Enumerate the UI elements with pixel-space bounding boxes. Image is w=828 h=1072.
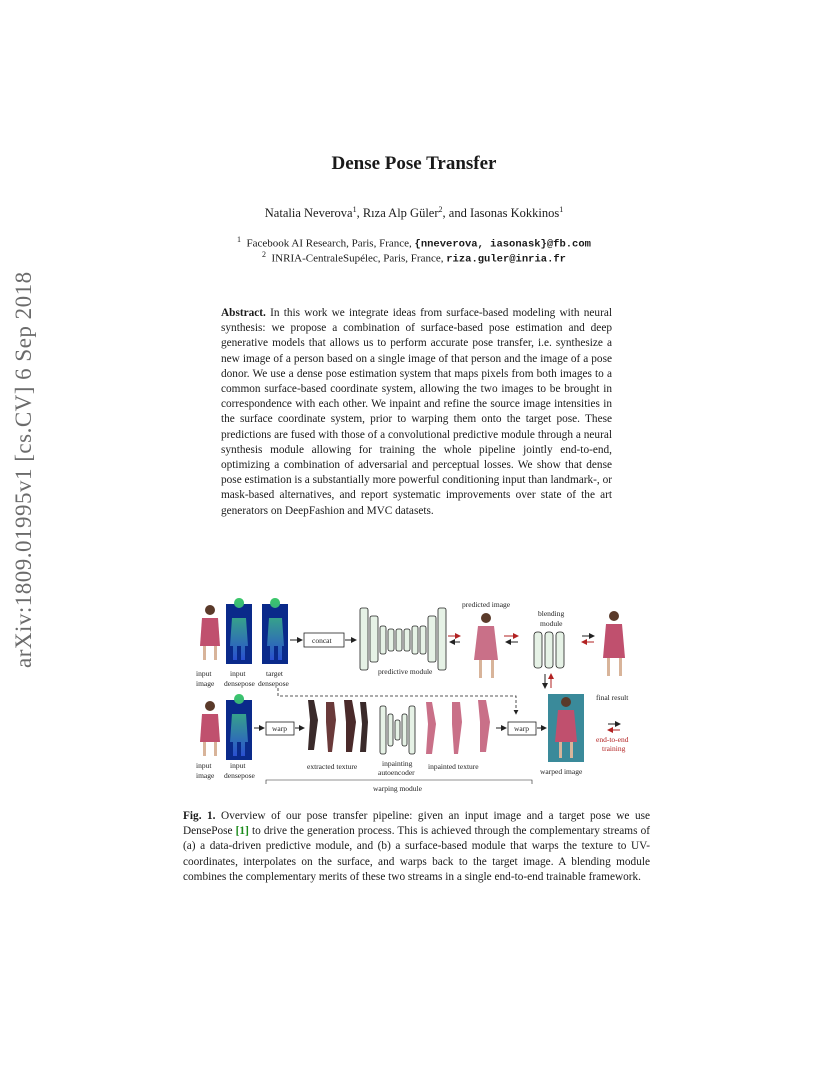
label-image: image	[196, 679, 215, 688]
label-inpainting: inpainting	[382, 759, 413, 768]
blending-module	[534, 632, 564, 668]
extracted-texture	[308, 700, 368, 752]
label-predicted-image: predicted image	[462, 600, 511, 609]
label-concat: concat	[312, 636, 332, 645]
affiliation-mark: 2	[262, 250, 267, 259]
pipeline-figure	[190, 596, 650, 796]
affiliation-2	[0, 250, 828, 266]
final-result-image	[603, 611, 625, 676]
author-name: Rıza Alp Güler	[362, 206, 439, 221]
arxiv-identifier: arXiv:1809.01995v1 [cs.CV] 6 Sep 2018	[11, 271, 36, 668]
label-input: input	[196, 669, 212, 678]
affiliation-text: Facebook AI Research, Paris, France,	[246, 237, 415, 250]
label-warp: warp	[514, 724, 529, 733]
input-image-bottom	[200, 701, 220, 756]
author-mark: 1	[352, 205, 357, 214]
author-name: Natalia Neverova	[264, 206, 353, 221]
label-input: input	[196, 761, 212, 770]
label-target: target	[266, 669, 283, 678]
abstract-label: Abstract.	[221, 307, 266, 319]
label-densepose: densepose	[258, 679, 289, 688]
caption-text: Overview of our pose transfer pipeline: given an input image and a target pose we use DensePose	[183, 810, 651, 838]
label-inpainted-texture: inpainted texture	[428, 762, 479, 771]
author-separator: , and	[442, 206, 470, 221]
author-mark: 1	[559, 205, 564, 214]
label-warping-module: warping module	[373, 784, 422, 793]
abstract-text: In this work we integrate ideas from surface-based modeling with neural synthesis: we propose a combination of surface-based pose estimation and deep generative models that allows us to perform accurate pose transfer, i.e. synthesize a new image of a person based on a single image of that person and the image of a pose donor. We use a dense pose estimation system that maps pixels from both images to a common surface-based coordinate system, allowing the two images to be brought in correspondence with each other. We inpaint and refine the source image intensities in the surface coordinate system, prior to warping them onto the target pose. These predictions are fused with those of a convolutional predictive module through a neural synthesis module allowing for training the whole pipeline jointly end-to-end, optimizing a combination of adversarial and perceptual losses. We show that dense pose estimation is a substantially more powerful conditioning input than landmark-, or mask-based alternatives, and report systematic improvements over state of the art generators on DeepFashion and MVC datasets.	[221, 307, 612, 517]
caption-text: to drive the generation process. This is achieved through the complementary streams of (a) a data-driven predictive module, and (b) a surface-based module that warps the texture to UV-coordinates, interpolates on the surface, and warps back to the target image. A blending module combines the complementary merits of these two streams in a single end-to-end trainable framework.	[183, 825, 650, 883]
label-warp: warp	[272, 724, 287, 733]
affiliation-mark: 1	[237, 235, 242, 244]
label-densepose: densepose	[224, 679, 255, 688]
affiliation-text: INRIA-CentraleSupélec, Paris, France,	[271, 252, 447, 265]
affiliation-email[interactable]: {nneverova, iasonask}@fb.com	[414, 238, 591, 251]
predicted-image	[474, 613, 498, 678]
figure-caption	[183, 809, 650, 885]
affiliation-1	[0, 235, 828, 251]
author-separator: ,	[356, 206, 363, 221]
label-image: image	[196, 771, 215, 780]
inpainting-autoencoder	[380, 706, 415, 754]
label-warped-image: warped image	[540, 767, 583, 776]
label-module: module	[540, 619, 563, 628]
label-autoencoder: autoencoder	[378, 768, 415, 777]
input-image-top	[200, 605, 220, 660]
author-mark: 2	[438, 205, 443, 214]
affiliation-email[interactable]: riza.guler@inria.fr	[446, 253, 566, 266]
label-end-to-end: end-to-end	[596, 735, 629, 744]
label-densepose: densepose	[224, 771, 255, 780]
caption-label: Fig. 1.	[183, 810, 216, 822]
citation-link[interactable]: [1]	[235, 825, 249, 838]
label-final-result: final result	[596, 693, 629, 702]
label-predictive-module: predictive module	[378, 667, 433, 676]
paper-title: Dense Pose Transfer	[331, 153, 497, 174]
predictive-module	[360, 608, 446, 670]
label-input: input	[230, 761, 246, 770]
inpainted-texture	[426, 700, 490, 754]
author-name: Iasonas Kokkinos	[469, 206, 560, 221]
abstract	[221, 306, 612, 519]
label-input: input	[230, 669, 246, 678]
label-blending: blending	[538, 609, 565, 618]
label-training: training	[602, 744, 626, 753]
label-extracted-texture: extracted texture	[307, 762, 358, 771]
author-list	[0, 205, 828, 221]
